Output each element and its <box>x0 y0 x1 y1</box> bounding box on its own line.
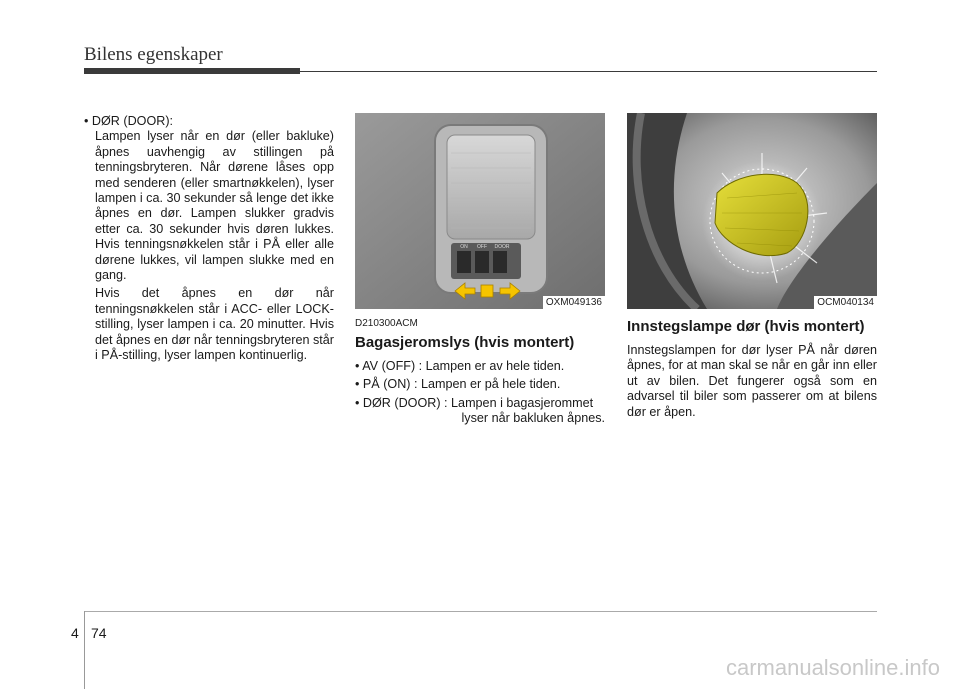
header-rule <box>300 71 877 72</box>
door-mode-para1: Lampen lyser når en dør (eller bakluke) åpnes uavhengig av stillingen på tenningsbryteren. Når dørene låses opp med senderen (eller smartnøkkelen), lyser lampen i ca. 30 sekunder så lenge det ikke åpnes en dør. Lampen slukker gradvis etter ca. 30 sekunder hvis døren lukkes. Hvis tenningsnøkkelen står i PÅ eller alle dørene lukkes, vil lampen slukke med en gang. <box>95 129 334 283</box>
cargo-lamp-illustration <box>355 113 605 309</box>
switch-label-on: ON <box>460 244 468 250</box>
courtesy-lamp-image-code: OCM040134 <box>814 296 877 309</box>
page-header-title: Bilens egenskaper <box>84 44 223 65</box>
door-mode-para2: Hvis det åpnes en dør når tenningsnøkkelen står i ACC- eller LOCK-stilling, lyser lampen i ca. 20 minutter. Hvis det åpnes en dør når tenningsbryteren står i PÅ-stilling, lyser lampen kontinuerlig. <box>95 286 334 363</box>
cargo-lamp-image-code: OXM049136 <box>543 296 605 309</box>
cargo-lamp-item-door-cont: lyser når bakluken åpnes. <box>461 411 605 426</box>
cargo-lamp-section <box>355 318 605 427</box>
door-mode-bullet: • DØR (DOOR): <box>84 114 174 128</box>
cargo-lamp-heading: Bagasjeromslys (hvis montert) <box>355 334 575 351</box>
page-number: 74 <box>91 625 107 641</box>
footer-divider <box>84 611 85 689</box>
courtesy-lamp-section <box>627 318 877 420</box>
cargo-lamp-photo <box>355 113 605 309</box>
courtesy-lamp-heading: Innstegslampe dør (hvis montert) <box>627 318 865 335</box>
header-bar <box>84 68 300 74</box>
square-indicator-icon <box>481 285 493 297</box>
switch-label-off: OFF <box>477 244 487 250</box>
watermark: carmanualsonline.info <box>725 655 940 680</box>
cargo-lamp-item-off: • AV (OFF) : Lampen er av hele tiden. <box>355 359 565 373</box>
door-mode-text <box>84 114 334 364</box>
footer-rule <box>84 611 877 612</box>
cargo-lamp-section-id: D210300ACM <box>355 318 418 329</box>
page-section-number: 4 <box>71 625 79 641</box>
courtesy-lamp-body: Innstegslampen for dør lyser PÅ når døren åpnes, for at man skal se når en går inn eller ut av bilen. Det fungerer også som en advarsel til biler som passerer om at bilens dør er åpen. <box>627 343 877 419</box>
courtesy-lamp-photo <box>627 113 877 309</box>
cargo-lamp-item-on: • PÅ (ON) : Lampen er på hele tiden. <box>355 377 561 392</box>
switch-label-door: DOOR <box>494 244 510 250</box>
courtesy-lamp-illustration <box>627 113 877 309</box>
cargo-lamp-item-door: • DØR (DOOR) : Lampen i bagasjerommet <box>355 395 594 410</box>
